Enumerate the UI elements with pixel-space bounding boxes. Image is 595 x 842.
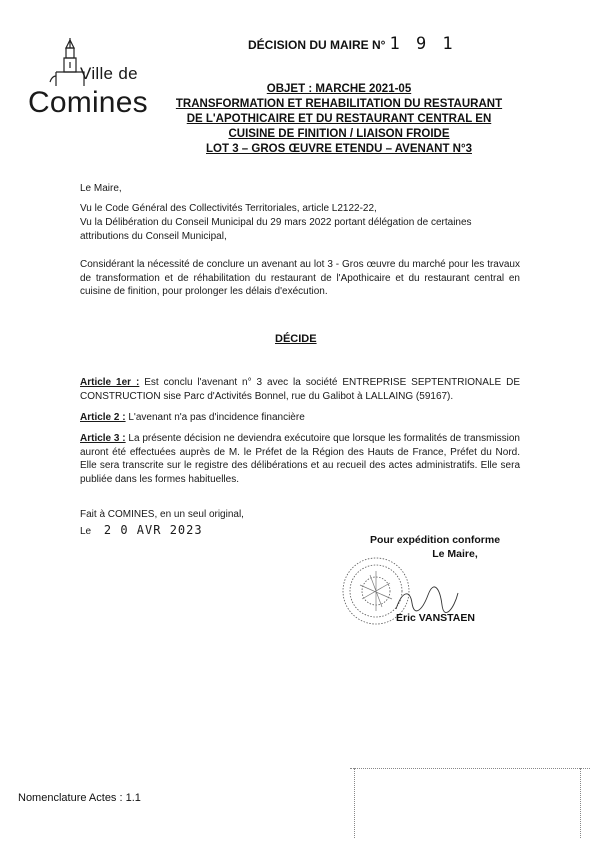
- article-1: [80, 376, 520, 403]
- objet-line: CUISINE DE FINITION / LIAISON FROIDE: [228, 128, 450, 140]
- vu-deliberation: Vu la Délibération du Conseil Municipal du 29 mars 2022 portant délégation de certaines attributions du Conseil Municipal,: [80, 217, 472, 242]
- objet-line: DE L'APOTHICAIRE ET DU RESTAURANT CENTRAL EN: [186, 113, 492, 125]
- receipt-box-left: [354, 768, 355, 838]
- ville-de-comines-logo: [28, 36, 158, 126]
- logo-comines: Comines: [28, 86, 148, 119]
- handwritten-signature: [392, 585, 462, 615]
- date-prefix: Le: [80, 526, 92, 537]
- receipt-box-top: [350, 768, 590, 769]
- article-2-text: L'avenant n'a pas d'incidence financière: [125, 412, 305, 423]
- considerant-paragraph: Considérant la nécessité de conclure un avenant au lot 3 - Gros œuvre du marché pour les travaux de transformation et de réhabilitation du restaurant de l'Apothicaire et du restaurant central en cuisine de finition, pour prolonger les délais d'exécution.: [80, 259, 520, 297]
- date-stamp: 2 0 AVR 2023: [103, 523, 203, 537]
- decision-label: DÉCISION DU MAIRE N°: [248, 38, 386, 52]
- nomenclature-actes: Nomenclature Actes : 1.1: [18, 792, 141, 804]
- salutation: Le Maire,: [80, 183, 122, 194]
- decision-number: 1 9 1: [389, 34, 456, 54]
- article-2-label: Article 2 :: [80, 412, 126, 423]
- objet-line: LOT 3 – GROS ŒUVRE ETENDU – AVENANT N°3: [206, 143, 472, 155]
- article-3-label: Article 3 :: [80, 433, 126, 444]
- objet-line: OBJET : MARCHE 2021-05: [266, 83, 412, 95]
- objet-block: [160, 82, 518, 157]
- decide-heading: DÉCIDE: [275, 333, 317, 345]
- objet-line: TRANSFORMATION ET REHABILITATION DU RESTAURANT: [175, 98, 503, 110]
- logo-ville-de: Ville de: [80, 64, 138, 83]
- receipt-box-right: [580, 768, 581, 838]
- fait-a-comines: Fait à COMINES, en un seul original,: [80, 509, 244, 520]
- vu-cgct: Vu le Code Général des Collectivités Territoriales, article L2122-22,: [80, 203, 377, 214]
- article-1-label: Article 1er :: [80, 377, 140, 388]
- article-3-text: La présente décision ne deviendra exécutoire que lorsque les formalités de transmission auront été effectuées auprès de M. le Préfet de la Région des Hauts de France, Préfet du Nord. Elle sera transcrite sur le registre des délibérations et au recueil des actes administratifs. Elle sera publiée dans les formes habituelles.: [80, 433, 520, 485]
- signer-name: Eric VANSTAEN: [396, 612, 475, 624]
- le-maire-label: Le Maire,: [432, 548, 478, 560]
- article-2: [80, 411, 520, 425]
- article-3: [80, 432, 520, 486]
- pour-expedition: Pour expédition conforme: [369, 534, 501, 546]
- article-1-text: Est conclu l'avenant n° 3 avec la société ENTREPRISE SEPTENTRIONALE DE CONSTRUCTION sise Parc d'Activités Bonnel, rue du Galibot à LALLAING (59167).: [80, 377, 520, 402]
- decision-number-heading: [248, 34, 456, 54]
